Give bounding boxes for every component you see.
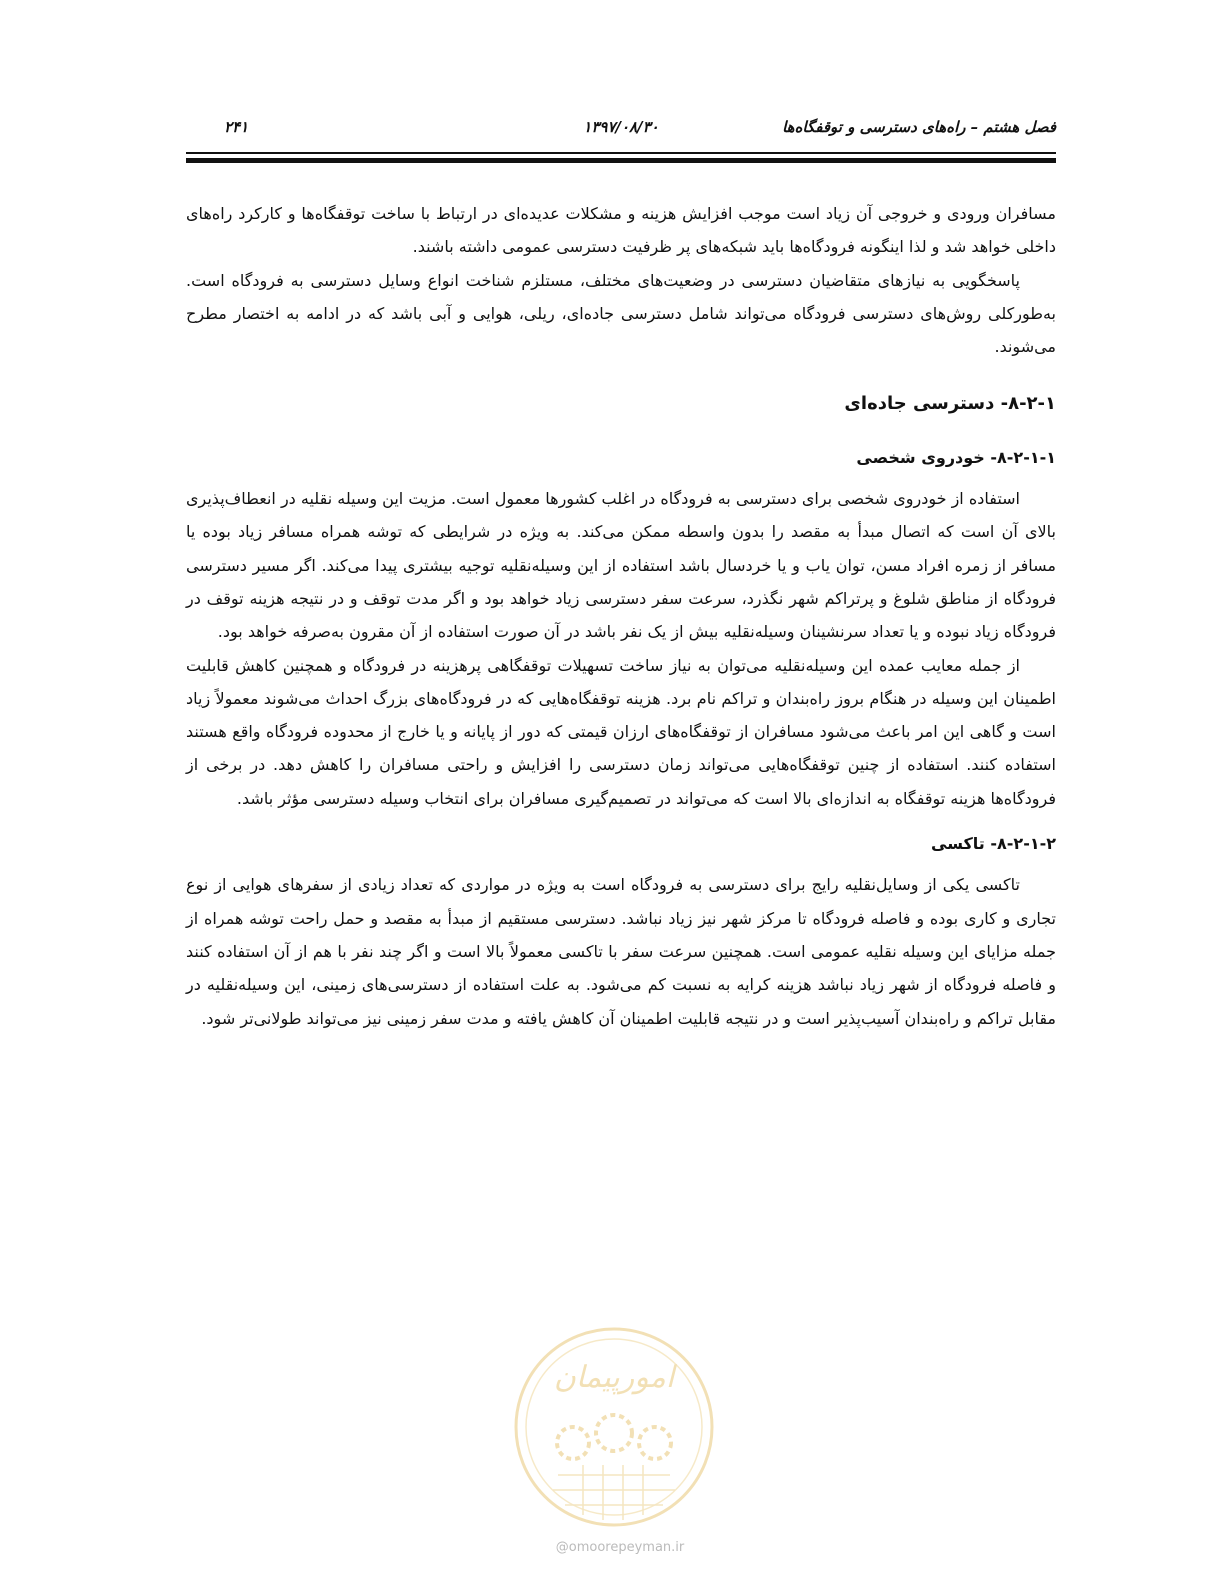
paragraph: از جمله معایب عمده این وسیله‌نقلیه می‌توان به نیاز ساخت تسهیلات توقفگاهی پرهزینه در فرودگاه و همچنین کاهش قابلیت اطمینان این وسیله در هنگام بروز راه‌بندان و تراکم نام برد. هزینه توقفگاه‌هایی که در فرودگاه‌های بزرگ احداث می‌شوند معمولاً زیاد است و گاهی این امر باعث می‌شود مسافران از توقفگاه‌های ارزان قیمتی که دور از پایانه و یا خارج از محدوده فرودگاه واقع هستند استفاده کنند. استفاده از چنین توقفگاه‌هایی می‌تواند زمان دسترسی را افزایش و راحتی مسافران را کاهش دهد. در برخی از فرودگاه‌ها هزینه توقفگاه به اندازه‌ای بالا است که می‌تواند در تصمیم‌گیری مسافران برای انتخاب وسیله دسترسی مؤثر باشد. bbox=[186, 655, 1056, 808]
watermark-logo-text: امورپیمان bbox=[553, 1360, 675, 1395]
subsection-heading-taxi: ۸-۲-۱-۲- تاکسی bbox=[931, 834, 1056, 854]
paragraph: مسافران ورودی و خروجی آن زیاد است موجب افزایش هزینه و مشکلات عدیده‌ای در ارتباط با ساخت توقفگاه‌ها و کارکرد راه‌های داخلی خواهد شد و لذا اینگونه فرودگاه‌ها باید شبکه‌های پر ظرفیت دسترسی عمومی داشته باشند. bbox=[186, 204, 1056, 257]
watermark-logo bbox=[503, 1325, 725, 1530]
section-heading-road-access: ۸-۲-۱- دسترسی جاده‌ای bbox=[844, 393, 1056, 415]
header-rule-thick bbox=[186, 158, 1056, 163]
header-date: ۱۳۹۷/۰۸/۳۰ bbox=[583, 118, 659, 136]
chapter-title: فصل هشتم – راه‌های دسترسی و توقفگاه‌ها bbox=[782, 118, 1056, 136]
header-rule-thin bbox=[186, 152, 1056, 154]
watermark-url: @omoorepeyman.ir bbox=[555, 1540, 685, 1555]
paragraph: تاکسی یکی از وسایل‌نقلیه رایج برای دسترسی به فرودگاه است به ویژه در مواردی که تعداد زیادی از سفرهای هوایی از نوع تجاری و کاری بوده و فاصله فرودگاه تا مرکز شهر نیز زیاد نباشد. دسترسی مستقیم از مبدأ به مقصد و حمل راحت توشه همراه از جمله مزایای این وسیله نقلیه عمومی است. همچنین سرعت سفر با تاکسی معمولاً بالا است و اگر چند نفر با هم از آن استفاده کنند و فاصله فرودگاه از شهر زیاد نباشد هزینه کرایه به نسبت کم می‌شود. به علت استفاده از دسترسی‌های زمینی، این وسیله‌نقلیه در مقابل تراکم و راه‌بندان آسیب‌پذیر است و در نتیجه قابلیت اطمینان آن کاهش یافته و مدت سفر زمینی نیز می‌تواند طولانی‌تر شود. bbox=[186, 875, 1056, 1028]
page-number: ۲۴۱ bbox=[224, 118, 249, 136]
body-text bbox=[186, 197, 1056, 1035]
running-header bbox=[186, 118, 1056, 148]
subsection-heading-private-car: ۸-۲-۱-۱- خودروی شخصی bbox=[856, 447, 1056, 467]
paragraph: پاسخگویی به نیازهای متقاضیان دسترسی در وضعیت‌های مختلف، مستلزم شناخت انواع وسایل دسترسی به فرودگاه است. به‌طورکلی روش‌های دسترسی فرودگاه می‌تواند شامل دسترسی جاده‌ای، ریلی، هوایی و آبی باشد که در ادامه به اختصار مطرح می‌شوند. bbox=[186, 270, 1056, 357]
paragraph: استفاده از خودروی شخصی برای دسترسی به فرودگاه در اغلب کشورها معمول است. مزیت این وسیله نقلیه در انعطاف‌پذیری بالای آن است که اتصال مبدأ به مقصد را بدون واسطه ممکن می‌کند. به ویژه در شرایطی که توشه همراه مسافر زیاد بوده یا مسافر از زمره افراد مسن، توان یاب و یا خردسال باشد استفاده از این وسیله‌نقلیه توجیه بیشتری پیدا می‌کند. اگر مسیر دسترسی فرودگاه از مناطق شلوغ و پرتراکم شهر نگذرد، سرعت سفر دسترسی زیاد خواهد بود و اگر مدت توقف و در نتیجه هزینه توقف در فرودگاه زیاد نبوده و یا تعداد سرنشینان وسیله‌نقلیه بیش از یک نفر باشد در آن صورت استفاده از آن مقرون به‌صرفه خواهد بود. bbox=[186, 489, 1056, 642]
